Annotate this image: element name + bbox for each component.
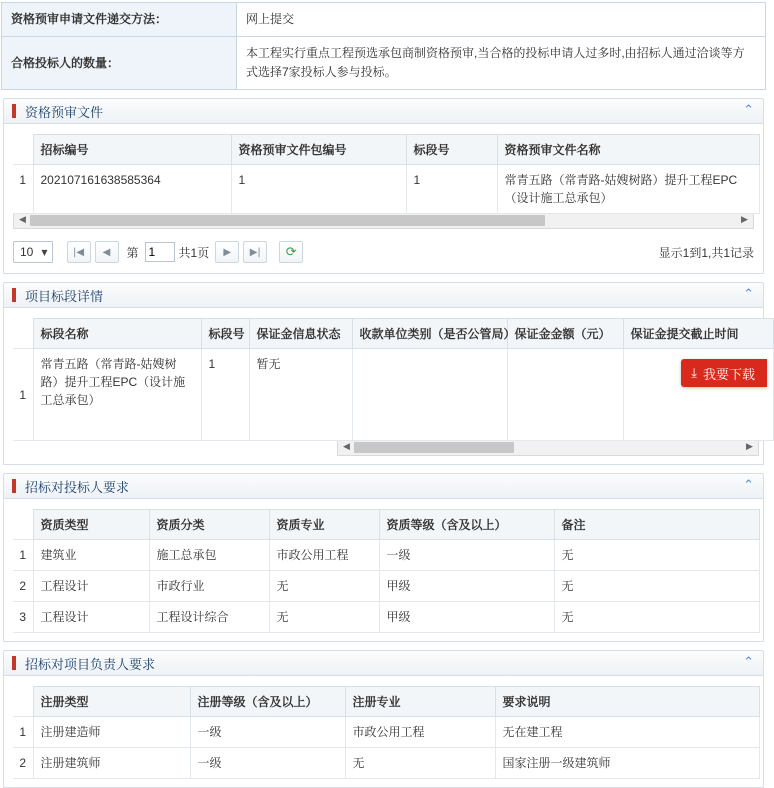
page-size-value: 10 <box>20 245 34 259</box>
page-size-select[interactable] <box>13 241 53 263</box>
chevron-up-icon[interactable]: ⌃ <box>743 478 754 493</box>
cell-remark: 无 <box>554 571 759 602</box>
section-title: 项目标段详情 <box>25 288 104 304</box>
cell-bid-number: 202107161638585364 <box>33 165 231 214</box>
row-number-header <box>13 319 33 349</box>
column-header[interactable]: 标段号 <box>406 135 497 165</box>
column-header[interactable]: 注册专业 <box>345 687 495 717</box>
download-button-label: 我要下载 <box>702 366 755 382</box>
cell-qual-category: 施工总承包 <box>149 540 269 571</box>
section-prequal-docs <box>3 98 764 274</box>
section-title: 招标对投标人要求 <box>25 479 130 495</box>
section-body <box>3 308 764 465</box>
cell-lot-number: 1 <box>201 349 249 441</box>
section-body <box>3 676 764 788</box>
pagination-bar <box>13 239 754 265</box>
cell-qual-grade: 甲级 <box>379 571 554 602</box>
cell-requirement-note: 国家注册一级建筑师 <box>495 748 759 779</box>
chevron-up-icon[interactable]: ⌃ <box>743 103 754 118</box>
cell-deposit-amount <box>507 349 623 441</box>
cell-package-number: 1 <box>231 165 406 214</box>
column-header[interactable]: 资质类型 <box>33 510 149 540</box>
section-header <box>3 282 764 308</box>
section-body <box>3 499 764 642</box>
scrollbar-thumb[interactable] <box>354 442 514 453</box>
column-header[interactable]: 标段名称 <box>33 319 201 349</box>
cell-register-grade: 一级 <box>190 748 345 779</box>
cell-qual-type: 工程设计 <box>33 602 149 633</box>
cell-deposit-status: 暂无 <box>249 349 352 441</box>
info-value: 网上提交 <box>237 3 766 37</box>
column-header[interactable]: 招标编号 <box>33 135 231 165</box>
column-header[interactable]: 资质分类 <box>149 510 269 540</box>
chevron-up-icon[interactable]: ⌃ <box>743 287 754 302</box>
cell-qual-major: 无 <box>269 571 379 602</box>
chevron-down-icon: ▼ <box>41 247 48 257</box>
column-header[interactable]: 注册等级（含及以上） <box>190 687 345 717</box>
scrollbar-thumb[interactable] <box>30 215 545 226</box>
prev-page-button[interactable]: ◀ <box>95 241 119 263</box>
table-row[interactable] <box>13 165 759 214</box>
section-title: 招标对项目负责人要求 <box>25 656 156 672</box>
table-row[interactable] <box>13 571 759 602</box>
scroll-left-icon[interactable]: ◀ <box>19 215 26 225</box>
table-header-row <box>13 135 759 165</box>
cell-register-type: 注册建造师 <box>33 717 190 748</box>
cell-qual-type: 工程设计 <box>33 571 149 602</box>
section-bidder-requirements <box>3 473 764 642</box>
column-header[interactable]: 资格预审文件包编号 <box>231 135 406 165</box>
manager-requirements-grid <box>13 686 760 779</box>
info-label: 资格预审申请文件递交方法： <box>2 3 237 37</box>
cell-register-grade: 一级 <box>190 717 345 748</box>
table-row[interactable] <box>13 717 759 748</box>
cell-qual-grade: 甲级 <box>379 602 554 633</box>
scroll-right-icon[interactable]: ▶ <box>746 442 753 452</box>
lot-details-grid <box>13 318 774 441</box>
chevron-up-icon[interactable]: ⌃ <box>743 655 754 670</box>
cell-qual-type: 建筑业 <box>33 540 149 571</box>
cell-payee-type <box>352 349 507 441</box>
table-row <box>2 37 766 90</box>
column-header[interactable]: 备注 <box>554 510 759 540</box>
row-number: 2 <box>13 571 33 602</box>
table-row <box>2 3 766 37</box>
column-header[interactable]: 收款单位类别（是否公管局） <box>352 319 507 349</box>
prequal-docs-grid <box>13 134 760 214</box>
section-accent-bar <box>12 104 16 118</box>
horizontal-scrollbar[interactable] <box>337 441 759 456</box>
table-row[interactable] <box>13 349 773 441</box>
last-page-button[interactable]: ▶| <box>243 241 267 263</box>
cell-doc-name: 常青五路（常青路-姑嫂树路）提升工程EPC（设计施工总承包） <box>497 165 759 214</box>
cell-remark: 无 <box>554 540 759 571</box>
column-header[interactable]: 要求说明 <box>495 687 759 717</box>
cell-qual-category: 市政行业 <box>149 571 269 602</box>
download-button[interactable] <box>681 359 767 387</box>
row-number: 2 <box>13 748 33 779</box>
row-number: 1 <box>13 349 33 441</box>
section-body <box>3 124 764 274</box>
section-header <box>3 98 764 124</box>
scroll-right-icon[interactable]: ▶ <box>741 215 748 225</box>
row-number-header <box>13 687 33 717</box>
column-header[interactable]: 资质专业 <box>269 510 379 540</box>
row-number-header <box>13 510 33 540</box>
grid-viewport <box>13 318 754 456</box>
refresh-icon[interactable]: ⟳ <box>279 241 303 263</box>
row-number: 1 <box>13 540 33 571</box>
section-header <box>3 473 764 499</box>
column-header[interactable]: 保证金金额（元） <box>507 319 623 349</box>
cell-register-major: 无 <box>345 748 495 779</box>
column-header[interactable]: 注册类型 <box>33 687 190 717</box>
info-value: 本工程实行重点工程预选承包商制资格预审,当合格的投标申请人过多时,由招标人通过洽谈等方式选择7家投标人参与投标。 <box>237 37 766 90</box>
cell-register-major: 市政公用工程 <box>345 717 495 748</box>
row-number: 3 <box>13 602 33 633</box>
next-page-button[interactable]: ▶ <box>215 241 239 263</box>
cell-qual-grade: 一级 <box>379 540 554 571</box>
page-label-suffix: 共1页 <box>178 245 210 260</box>
column-header[interactable]: 标段号 <box>201 319 249 349</box>
section-accent-bar <box>12 479 16 493</box>
table-row[interactable] <box>13 602 759 633</box>
column-header[interactable]: 资格预审文件名称 <box>497 135 759 165</box>
table-header-row <box>13 319 773 349</box>
scroll-left-icon[interactable]: ◀ <box>343 442 350 452</box>
table-header-row <box>13 687 759 717</box>
column-header[interactable]: 保证金提交截止时间 <box>623 319 773 349</box>
page-label-prefix: 第 <box>126 245 139 260</box>
info-label: 合格投标人的数量： <box>2 37 237 90</box>
record-summary: 显示1到1,共1记录 <box>658 245 754 260</box>
page-root <box>0 2 767 770</box>
table-row[interactable] <box>13 748 759 779</box>
cell-qual-major: 无 <box>269 602 379 633</box>
cell-qual-major: 市政公用工程 <box>269 540 379 571</box>
section-header <box>3 650 764 676</box>
section-accent-bar <box>12 288 16 302</box>
table-row[interactable] <box>13 540 759 571</box>
section-lot-details <box>3 282 764 465</box>
cell-lot-name: 常青五路（常青路-姑嫂树路）提升工程EPC（设计施工总承包） <box>33 349 201 441</box>
bidder-requirements-grid <box>13 509 760 633</box>
download-icon: ⤓ <box>691 365 697 381</box>
section-manager-requirements <box>3 650 764 788</box>
section-accent-bar <box>12 656 16 670</box>
first-page-button[interactable]: |◀ <box>67 241 91 263</box>
project-info-table <box>1 2 766 90</box>
cell-remark: 无 <box>554 602 759 633</box>
column-header[interactable]: 资质等级（含及以上） <box>379 510 554 540</box>
row-number-header <box>13 135 33 165</box>
cell-requirement-note: 无在建工程 <box>495 717 759 748</box>
section-title: 资格预审文件 <box>25 104 104 120</box>
cell-qual-category: 工程设计综合 <box>149 602 269 633</box>
horizontal-scrollbar[interactable] <box>13 214 754 229</box>
cell-register-type: 注册建筑师 <box>33 748 190 779</box>
page-number-input[interactable] <box>145 242 175 262</box>
grid-viewport <box>13 134 754 229</box>
table-header-row <box>13 510 759 540</box>
row-number: 1 <box>13 165 33 214</box>
cell-lot-number: 1 <box>406 165 497 214</box>
row-number: 1 <box>13 717 33 748</box>
column-header[interactable]: 保证金信息状态 <box>249 319 352 349</box>
